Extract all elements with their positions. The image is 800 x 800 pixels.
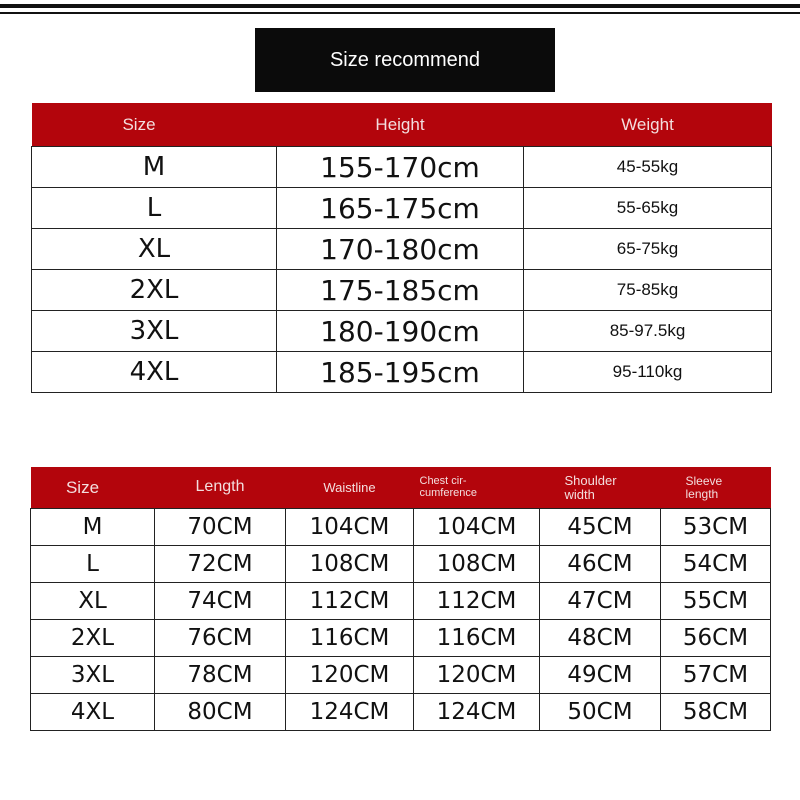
cell-shoulder: 50CM	[540, 694, 661, 731]
cell-weight: 85-97.5kg	[524, 311, 772, 352]
table-row	[31, 509, 771, 546]
size-recommend-banner: Size recommend	[255, 28, 555, 92]
cell-height: 185-195cm	[277, 352, 524, 393]
cell-waistline: 116CM	[286, 620, 414, 657]
cell-waistline: 120CM	[286, 657, 414, 694]
cell-size: 3XL	[31, 657, 155, 694]
table-header-row	[32, 103, 772, 147]
cell-sleeve: 57CM	[661, 657, 771, 694]
cell-chest: 124CM	[414, 694, 540, 731]
top-rule-thick	[0, 4, 800, 8]
size-recommend-table	[31, 103, 772, 393]
table-row	[32, 311, 772, 352]
cell-sleeve: 56CM	[661, 620, 771, 657]
cell-length: 70CM	[155, 509, 286, 546]
cell-weight: 45-55kg	[524, 147, 772, 188]
cell-size: 3XL	[32, 311, 277, 352]
cell-chest: 120CM	[414, 657, 540, 694]
header-shoulder-width: Shoulder width	[540, 467, 661, 509]
table-row	[32, 270, 772, 311]
cell-height: 180-190cm	[277, 311, 524, 352]
cell-length: 78CM	[155, 657, 286, 694]
cell-size: XL	[31, 583, 155, 620]
cell-waistline: 108CM	[286, 546, 414, 583]
table-row	[31, 546, 771, 583]
cell-length: 72CM	[155, 546, 286, 583]
table-row	[31, 694, 771, 731]
cell-sleeve: 58CM	[661, 694, 771, 731]
header-length: Length	[155, 467, 286, 509]
cell-waistline: 112CM	[286, 583, 414, 620]
measurements-table	[30, 467, 771, 731]
header-weight: Weight	[524, 103, 772, 147]
table-row	[32, 188, 772, 229]
cell-weight: 95-110kg	[524, 352, 772, 393]
cell-sleeve: 55CM	[661, 583, 771, 620]
header-height: Height	[277, 103, 524, 147]
cell-chest: 108CM	[414, 546, 540, 583]
cell-size: M	[31, 509, 155, 546]
cell-chest: 104CM	[414, 509, 540, 546]
cell-length: 76CM	[155, 620, 286, 657]
cell-height: 175-185cm	[277, 270, 524, 311]
table-row	[31, 657, 771, 694]
cell-height: 165-175cm	[277, 188, 524, 229]
table-row	[32, 352, 772, 393]
table-row	[31, 583, 771, 620]
cell-height: 170-180cm	[277, 229, 524, 270]
cell-sleeve: 54CM	[661, 546, 771, 583]
cell-length: 80CM	[155, 694, 286, 731]
header-sleeve-length: Sleeve length	[661, 467, 771, 509]
cell-length: 74CM	[155, 583, 286, 620]
cell-size: 2XL	[32, 270, 277, 311]
header-size: Size	[31, 467, 155, 509]
cell-shoulder: 46CM	[540, 546, 661, 583]
cell-weight: 55-65kg	[524, 188, 772, 229]
cell-shoulder: 45CM	[540, 509, 661, 546]
header-size: Size	[32, 103, 277, 147]
cell-chest: 112CM	[414, 583, 540, 620]
cell-shoulder: 48CM	[540, 620, 661, 657]
table-row	[32, 147, 772, 188]
cell-weight: 65-75kg	[524, 229, 772, 270]
cell-size: L	[32, 188, 277, 229]
header-waistline: Waistline	[286, 467, 414, 509]
cell-size: 2XL	[31, 620, 155, 657]
table-row	[31, 620, 771, 657]
cell-waistline: 104CM	[286, 509, 414, 546]
table-header-row	[31, 467, 771, 509]
header-chest-circumference: Chest cir- cumference	[414, 467, 540, 509]
cell-size: M	[32, 147, 277, 188]
cell-shoulder: 49CM	[540, 657, 661, 694]
cell-size: 4XL	[31, 694, 155, 731]
cell-waistline: 124CM	[286, 694, 414, 731]
cell-shoulder: 47CM	[540, 583, 661, 620]
cell-weight: 75-85kg	[524, 270, 772, 311]
top-rule-thin	[0, 12, 800, 14]
cell-chest: 116CM	[414, 620, 540, 657]
table-row	[32, 229, 772, 270]
cell-sleeve: 53CM	[661, 509, 771, 546]
cell-size: XL	[32, 229, 277, 270]
cell-size: L	[31, 546, 155, 583]
cell-size: 4XL	[32, 352, 277, 393]
cell-height: 155-170cm	[277, 147, 524, 188]
